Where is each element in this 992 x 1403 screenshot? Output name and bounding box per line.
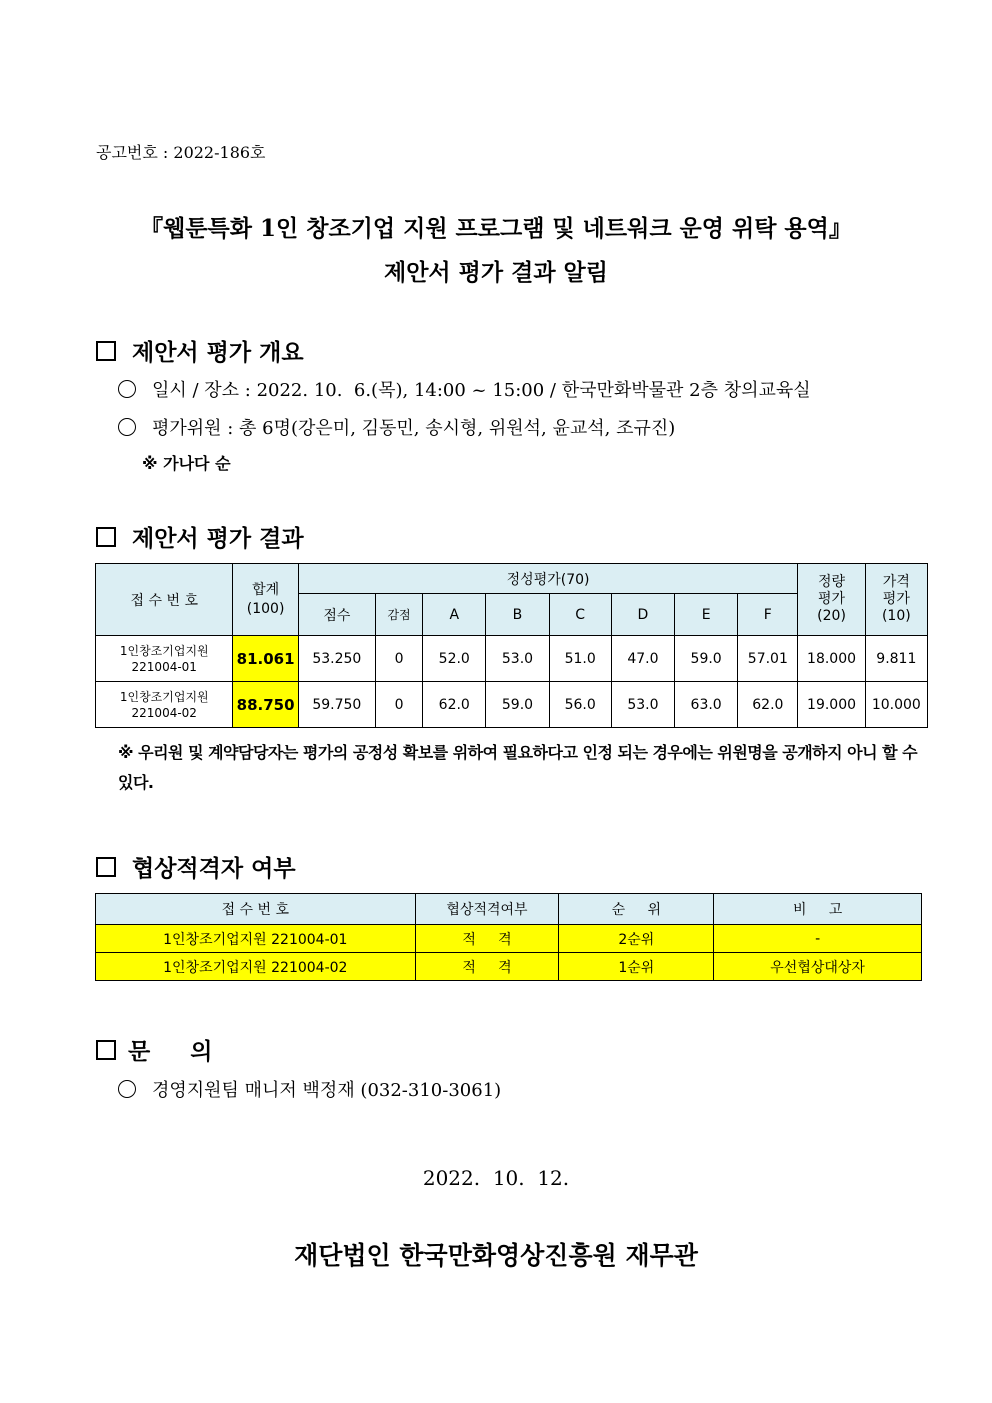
checkbox-square-icon: [96, 527, 116, 547]
row-c: 51.0: [549, 636, 611, 682]
row-quant: 18.000: [798, 636, 865, 682]
table-row: [96, 925, 922, 953]
overview-note: ※ 가나다 순: [142, 454, 231, 473]
table-row: [96, 682, 928, 728]
row-b: 59.0: [486, 682, 549, 728]
header-price: 가격 평가 (10): [865, 564, 927, 636]
header-total: 합계 (100): [233, 564, 298, 636]
header-d: D: [611, 594, 674, 636]
row-d: 53.0: [611, 682, 674, 728]
row-id-line1: 1인창조기업지원: [119, 689, 209, 704]
row-total: 81.061: [233, 636, 298, 682]
row-price: 9.811: [865, 636, 927, 682]
section-inquiry-heading: [96, 1033, 212, 1066]
section-negotiation-heading: [96, 850, 296, 883]
inquiry-contact-text: 경영지원팀 매니저 백정재 (032-310-3061): [152, 1080, 502, 1101]
header-id: 접 수 번 호: [96, 894, 416, 925]
document-title: 『웹툰특화 1인 창조기업 지원 프로그램 및 네트워크 운영 위탁 용역』: [140, 215, 852, 242]
checkbox-square-icon: [96, 857, 116, 877]
header-e: E: [675, 594, 738, 636]
row-c: 56.0: [549, 682, 611, 728]
row-id: 1인창조기업지원 221004-01: [96, 925, 416, 953]
header-a: A: [423, 594, 486, 636]
header-quantitative: 정량 평가 (20): [798, 564, 865, 636]
row-a: 52.0: [423, 636, 486, 682]
notice-number: 공고번호 : 2022-186호: [96, 143, 266, 162]
section-negotiation-title: 협상적격자 여부: [132, 855, 296, 882]
row-rank: 2순위: [559, 925, 714, 953]
header-qualitative: 정성평가(70): [298, 564, 798, 594]
header-score: 점수: [298, 594, 375, 636]
row-id-line1: 1인창조기업지원: [119, 643, 209, 658]
row-total: 88.750: [233, 682, 298, 728]
row-deduction: 0: [375, 682, 422, 728]
results-table: [95, 563, 928, 728]
section-overview-heading: [96, 334, 304, 367]
results-footnote: ※ 우리원 및 계약담당자는 평가의 공정성 확보를 위하여 필요하다고 인정 되는 경우에는 위원명을 공개하지 아니 할 수 있다.: [118, 743, 918, 792]
row-id-line2: 221004-01: [131, 659, 197, 674]
section-inquiry-title: 문 의: [128, 1038, 213, 1065]
inquiry-contact: [118, 1076, 501, 1102]
row-a: 62.0: [423, 682, 486, 728]
header-deduction: 감점: [375, 594, 422, 636]
row-quant: 19.000: [798, 682, 865, 728]
row-deduction: 0: [375, 636, 422, 682]
row-price: 10.000: [865, 682, 927, 728]
table-row: [96, 636, 928, 682]
header-eligible: 협상적격여부: [415, 894, 559, 925]
table-row: [96, 953, 922, 981]
row-score: 59.750: [298, 682, 375, 728]
header-remark: 비 고: [714, 894, 922, 925]
checkbox-square-icon: [96, 1040, 116, 1060]
row-e: 63.0: [675, 682, 738, 728]
overview-schedule-text: 일시 / 장소 : 2022. 10. 6.(목), 14:00 ~ 15:00 / 한국만화박물관 2층 창의교육실: [152, 380, 811, 401]
section-overview-title: 제안서 평가 개요: [132, 339, 304, 366]
checkbox-square-icon: [96, 341, 116, 361]
row-d: 47.0: [611, 636, 674, 682]
row-id: 1인창조기업지원 221004-02: [96, 953, 416, 981]
row-id-line2: 221004-02: [131, 705, 197, 720]
row-b: 53.0: [486, 636, 549, 682]
header-id: 접 수 번 호: [96, 564, 233, 636]
section-results-title: 제안서 평가 결과: [132, 525, 304, 552]
issuer: 재단법인 한국만화영상진흥원 재무관: [294, 1241, 698, 1270]
row-score: 53.250: [298, 636, 375, 682]
issue-date: 2022. 10. 12.: [422, 1166, 570, 1190]
row-rank: 1순위: [559, 953, 714, 981]
negotiation-table: [95, 893, 922, 981]
row-id: [96, 636, 233, 682]
header-b: B: [486, 594, 549, 636]
row-f: 62.0: [738, 682, 798, 728]
section-results-heading: [96, 520, 304, 553]
overview-schedule: [118, 376, 811, 402]
row-remark: -: [714, 925, 922, 953]
row-id: [96, 682, 233, 728]
header-f: F: [738, 594, 798, 636]
row-eligible: 적 격: [415, 925, 559, 953]
circle-bullet-icon: [118, 380, 136, 398]
row-f: 57.01: [738, 636, 798, 682]
row-e: 59.0: [675, 636, 738, 682]
document-subtitle: 제안서 평가 결과 알림: [384, 259, 608, 286]
row-remark: 우선협상대상자: [714, 953, 922, 981]
header-rank: 순 위: [559, 894, 714, 925]
header-c: C: [549, 594, 611, 636]
row-eligible: 적 격: [415, 953, 559, 981]
overview-committee: [118, 414, 675, 440]
circle-bullet-icon: [118, 1080, 136, 1098]
overview-committee-text: 평가위원 : 총 6명(강은미, 김동민, 송시형, 위원석, 윤교석, 조규진): [152, 418, 676, 439]
circle-bullet-icon: [118, 418, 136, 436]
